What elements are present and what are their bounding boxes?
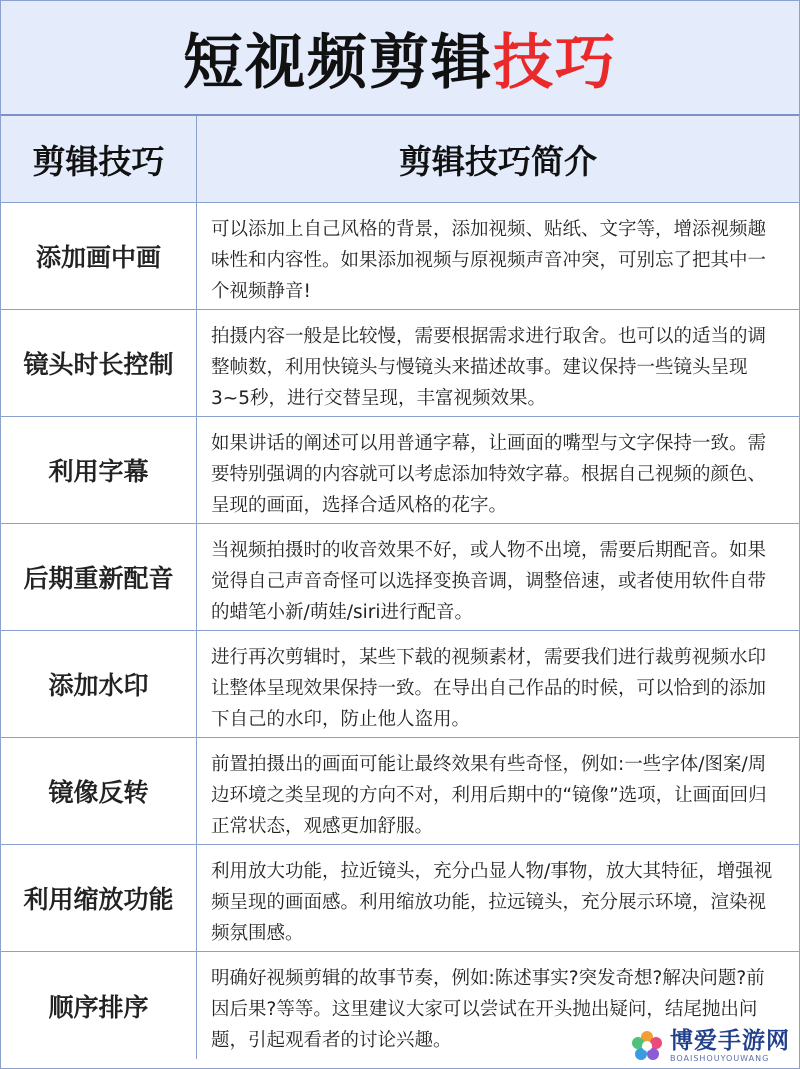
technique-description: 当视频拍摄时的收音效果不好，或人物不出境，需要后期配音。如果觉得自己声音奇怪可以选择变换音调，调整倍速，或者使用软件自带的蜡笔小新/萌娃/siri进行配音。: [211, 540, 767, 623]
technique-description: 前置拍摄出的画面可能让最终效果有些奇怪，例如:一些字体/图案/周边环境之类呈现的方向不对，利用后期中的“镜像”选项，让画面回归正常状态，观感更加舒服。: [211, 754, 767, 837]
technique-description: 拍摄内容一般是比较慢，需要根据需求进行取舍。也可以的适当的调整帧数，利用快镜头与慢镜头来描述故事。建议保持一些镜头呈现3~5秒，进行交替呈现，丰富视频效果。: [211, 326, 767, 409]
table-row: [1, 845, 799, 952]
technique-name: 利用缩放功能: [1, 845, 197, 951]
technique-name: 添加水印: [1, 631, 197, 737]
table-body: [1, 203, 799, 1059]
technique-name: 顺序排序: [1, 952, 197, 1059]
technique-name: 镜头时长控制: [1, 310, 197, 416]
technique-description: 利用放大功能，拉近镜头，充分凸显人物/事物，放大其特征，增强视频呈现的画面感。利用缩放功能，拉远镜头，充分展示环境，渲染视频氛围感。: [211, 861, 773, 944]
technique-name: 后期重新配音: [1, 524, 197, 630]
site-watermark: [626, 1027, 794, 1065]
table-row: [1, 417, 799, 524]
table-row: [1, 203, 799, 310]
technique-name: 利用字幕: [1, 417, 197, 523]
technique-description: 明确好视频剪辑的故事节奏，例如:陈述事实?突发奇想?解决问题?前因后果?等等。这里建议大家可以尝试在开头抛出疑问，结尾抛出问题，引起观看者的讨论兴趣。: [211, 968, 765, 1051]
flower-logo-icon: [630, 1029, 664, 1063]
technique-name: 镜像反转: [1, 738, 197, 844]
table-row: [1, 631, 799, 738]
title-accent: 技巧: [493, 27, 617, 98]
watermark-subtext: BOAISHOUYOUWANG: [670, 1053, 770, 1063]
technique-description: 如果讲话的阐述可以用普通字幕，让画面的嘴型与文字保持一致。需要特别强调的内容就可以考虑添加特效字幕。根据自己视频的颜色、呈现的画面，选择合适风格的花字。: [211, 433, 767, 516]
column-header-technique: 剪辑技巧: [1, 116, 197, 202]
watermark-text: 博爱手游网: [670, 1027, 790, 1054]
technique-description: 进行再次剪辑时，某些下载的视频素材，需要我们进行裁剪视频水印让整体呈现效果保持一致。在导出自己作品的时候，可以恰到的添加下自己的水印，防止他人盗用。: [211, 647, 767, 730]
table-row: [1, 524, 799, 631]
table-row: [1, 310, 799, 417]
table-row: [1, 738, 799, 845]
title-row: [1, 1, 799, 116]
page-title: [183, 15, 617, 101]
technique-description: 可以添加上自己风格的背景，添加视频、贴纸、文字等，增添视频趣味性和内容性。如果添加视频与原视频声音冲突，可别忘了把其中一个视频静音!: [211, 219, 767, 302]
table-header: [1, 116, 799, 203]
technique-name: 添加画中画: [1, 203, 197, 309]
column-header-description: 剪辑技巧简介: [399, 141, 597, 181]
title-main: 短视频剪辑: [183, 27, 493, 98]
